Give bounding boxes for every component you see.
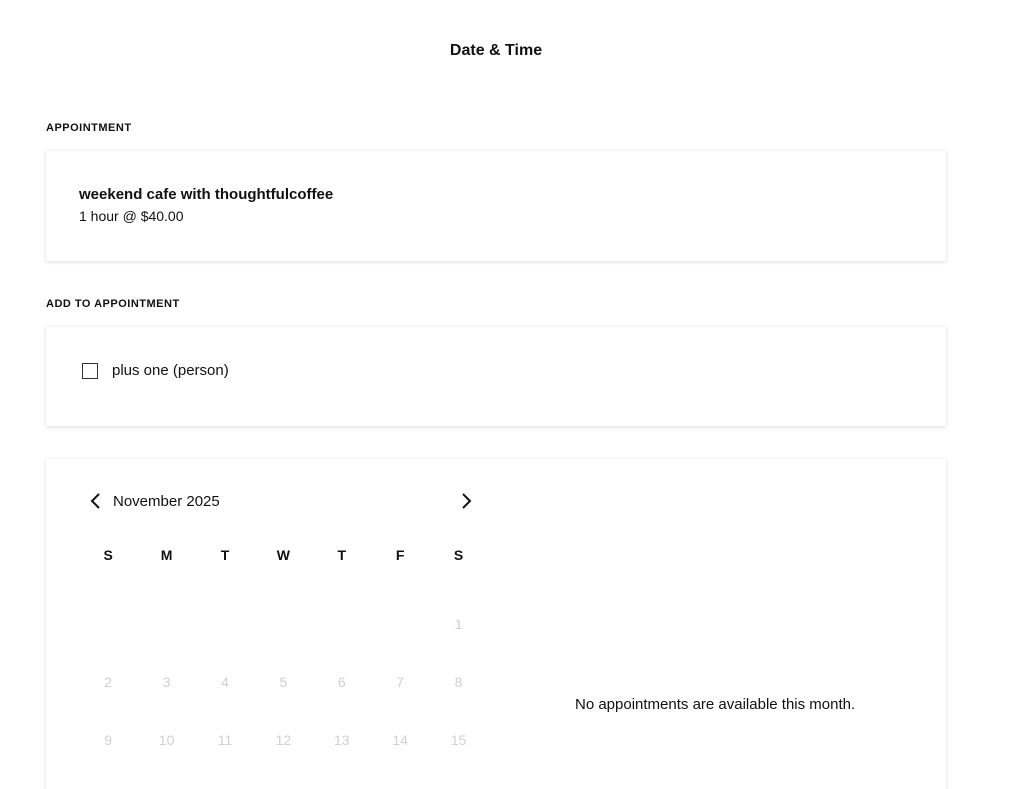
next-month-button[interactable] <box>456 491 476 511</box>
calendar-day: 3 <box>162 674 171 690</box>
blank-cell <box>196 595 254 653</box>
chevron-left-icon <box>86 491 106 511</box>
calendar-day: 14 <box>392 732 408 748</box>
no-appointments-message: No appointments are available this month. <box>575 696 856 713</box>
calendar-grid <box>79 537 488 769</box>
weekday-header: M <box>160 547 173 563</box>
plus-one-label[interactable]: plus one (person) <box>112 362 229 379</box>
calendar-day: 2 <box>104 674 113 690</box>
calendar-day: 6 <box>337 674 346 690</box>
page-title: Date & Time <box>449 42 543 59</box>
calendar-day: 1 <box>454 616 463 632</box>
calendar-day: 5 <box>279 674 288 690</box>
weekday-header: F <box>395 547 405 563</box>
addons-section-label: ADD TO APPOINTMENT <box>46 298 180 310</box>
appointment-name: weekend cafe with thoughtfulcoffee <box>79 186 334 203</box>
previous-month-button[interactable] <box>86 491 106 511</box>
calendar-day: 12 <box>275 732 292 748</box>
calendar-card <box>46 459 946 789</box>
calendar-day: 11 <box>217 732 233 748</box>
addons-card <box>46 327 946 426</box>
calendar-day: 8 <box>454 674 463 690</box>
calendar-day: 4 <box>221 674 229 690</box>
appointment-section-label: APPOINTMENT <box>46 122 132 134</box>
month-label: November 2025 <box>113 493 220 510</box>
weekday-header: S <box>453 547 464 563</box>
weekday-header: T <box>220 547 230 563</box>
calendar-day: 9 <box>104 732 113 748</box>
calendar-day: 13 <box>333 732 350 748</box>
weekday-header: S <box>103 547 113 563</box>
calendar-day: 10 <box>158 732 175 748</box>
blank-cell <box>254 595 312 653</box>
blank-cell <box>371 595 429 653</box>
chevron-right-icon <box>456 491 476 511</box>
blank-cell <box>79 595 137 653</box>
weekday-header: W <box>276 547 290 563</box>
appointment-detail: 1 hour @ $40.00 <box>79 208 184 224</box>
plus-one-checkbox[interactable] <box>82 363 98 379</box>
blank-cell <box>137 595 195 653</box>
appointment-card <box>46 151 946 261</box>
blank-cell <box>313 595 371 653</box>
calendar-day: 15 <box>450 732 467 748</box>
weekday-header: T <box>337 547 347 563</box>
calendar-day: 7 <box>396 674 405 690</box>
